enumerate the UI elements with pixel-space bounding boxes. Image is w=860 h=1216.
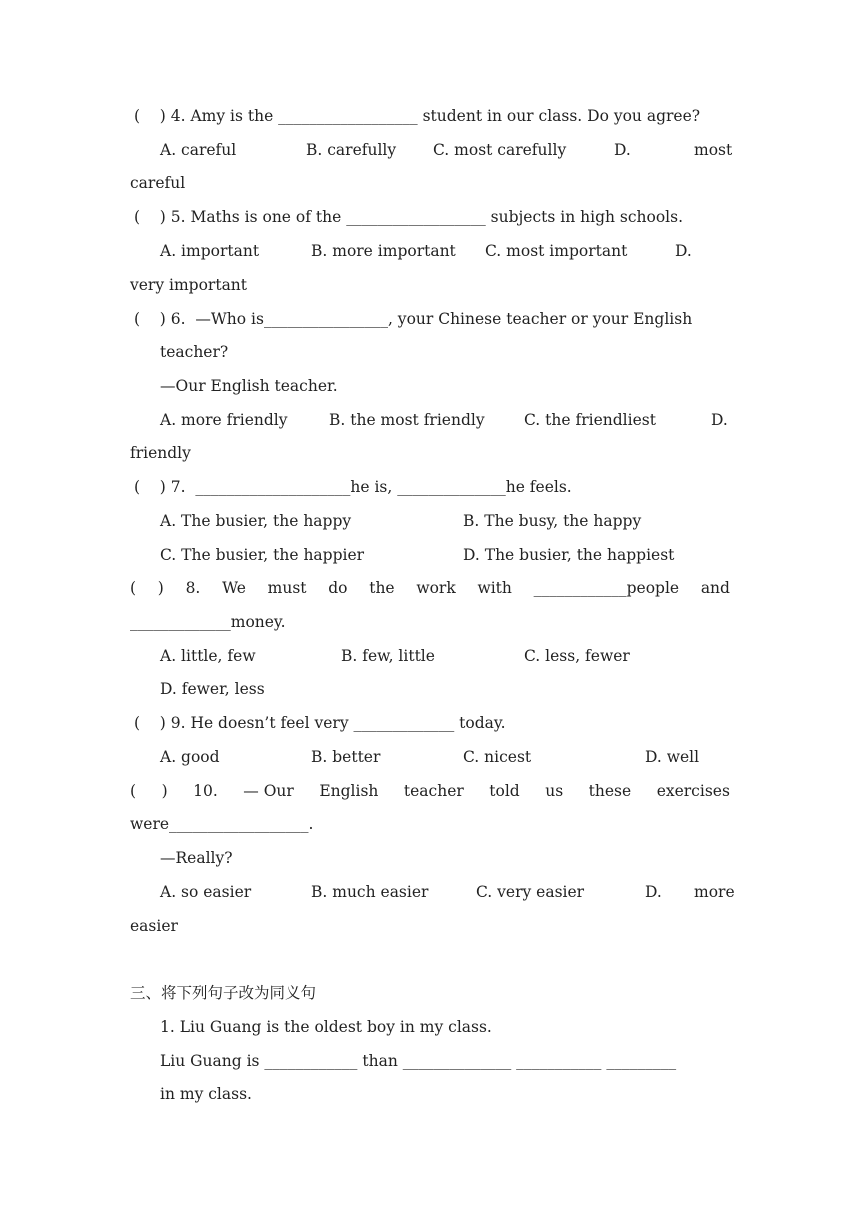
question-5-option-a: A. important xyxy=(160,242,260,260)
stem-word: exercises xyxy=(656,782,730,800)
question-9-option-c: C. nicest xyxy=(463,748,532,766)
stem-word: We xyxy=(222,579,246,597)
question-5-option-c: C. most important xyxy=(485,242,628,260)
question-10-option-b: B. much easier xyxy=(311,883,429,901)
stem-word: these xyxy=(588,782,632,800)
question-5-option-d-continued: very important xyxy=(130,276,248,294)
question-10-option-d-word: more xyxy=(694,883,735,901)
stem-word: must xyxy=(267,579,307,597)
question-7-option-a: A. The busier, the happy xyxy=(160,512,352,530)
question-8-option-a: A. little, few xyxy=(160,647,256,665)
question-4-option-d-word: most xyxy=(694,141,733,159)
question-8-option-d: D. fewer, less xyxy=(160,680,265,698)
stem-word: 8. xyxy=(185,579,201,597)
question-4-option-c: C. most carefully xyxy=(433,141,567,159)
question-10-stem xyxy=(130,781,730,801)
question-8-option-b: B. few, little xyxy=(341,647,435,665)
question-6-option-a: A. more friendly xyxy=(160,411,288,429)
stem-word: ) xyxy=(161,782,168,800)
stem-word: do xyxy=(328,579,348,597)
question-8-stem-continued: _____________money. xyxy=(130,613,286,631)
question-5-stem: ( ) 5. Maths is one of the __________________ subjects in high schools. xyxy=(134,208,684,226)
stem-word: ( xyxy=(130,579,137,597)
stem-word: with xyxy=(477,579,512,597)
question-4-option-a: A. careful xyxy=(160,141,237,159)
stem-word: — Our xyxy=(243,782,294,800)
question-4-option-b: B. carefully xyxy=(306,141,397,159)
stem-word: teacher xyxy=(403,782,464,800)
question-10-stem-continued: were__________________. xyxy=(130,815,314,833)
question-8-stem xyxy=(130,578,730,598)
section-3-heading: 三、将下列句子改为同义句 xyxy=(130,984,317,1002)
question-10-option-a: A. so easier xyxy=(160,883,252,901)
question-6-dialogue-answer: —Our English teacher. xyxy=(160,377,338,395)
stem-word: ____________people xyxy=(533,579,680,597)
question-6-option-b: B. the most friendly xyxy=(329,411,485,429)
question-9-option-b: B. better xyxy=(311,748,381,766)
section-3-item-1-rewrite-continued: in my class. xyxy=(160,1085,252,1103)
stem-word: 10. xyxy=(193,782,218,800)
stem-word: ( xyxy=(130,782,137,800)
question-10-option-c: C. very easier xyxy=(476,883,585,901)
question-4-option-d-continued: careful xyxy=(130,174,186,192)
question-9-option-a: A. good xyxy=(160,748,220,766)
stem-word: told xyxy=(489,782,520,800)
stem-word: English xyxy=(319,782,379,800)
question-9-stem: ( ) 9. He doesn’t feel very _____________ today. xyxy=(134,714,506,732)
question-7-option-d: D. The busier, the happiest xyxy=(463,546,675,564)
question-5-option-b: B. more important xyxy=(311,242,456,260)
question-4-option-d-label: D. xyxy=(614,141,631,159)
question-4-stem: ( ) 4. Amy is the __________________ student in our class. Do you agree? xyxy=(134,107,701,125)
question-10-option-d-label: D. xyxy=(645,883,662,901)
question-6-stem: ( ) 6. —Who is________________, your Chinese teacher or your English xyxy=(134,310,693,328)
question-6-option-d-label: D. xyxy=(711,411,728,429)
section-3-item-1-sentence: 1. Liu Guang is the oldest boy in my class. xyxy=(160,1018,492,1036)
stem-word: work xyxy=(416,579,456,597)
question-6-stem-continued: teacher? xyxy=(160,343,229,361)
question-8-option-c: C. less, fewer xyxy=(524,647,630,665)
question-6-option-c: C. the friendliest xyxy=(524,411,656,429)
question-7-option-c: C. The busier, the happier xyxy=(160,546,365,564)
stem-word: us xyxy=(545,782,564,800)
question-7-stem: ( ) 7. ____________________he is, ______________he feels. xyxy=(134,478,572,496)
stem-word: and xyxy=(700,579,730,597)
question-7-option-b: B. The busy, the happy xyxy=(463,512,642,530)
section-3-item-1-rewrite: Liu Guang is ____________ than ______________ ___________ _________ xyxy=(160,1052,677,1070)
question-10-dialogue-answer: —Really? xyxy=(160,849,233,867)
question-5-option-d-label: D. xyxy=(675,242,692,260)
stem-word: the xyxy=(369,579,395,597)
question-6-option-d-continued: friendly xyxy=(130,444,191,462)
stem-word: ) xyxy=(157,579,164,597)
question-10-option-d-continued: easier xyxy=(130,917,178,935)
question-9-option-d: D. well xyxy=(645,748,700,766)
